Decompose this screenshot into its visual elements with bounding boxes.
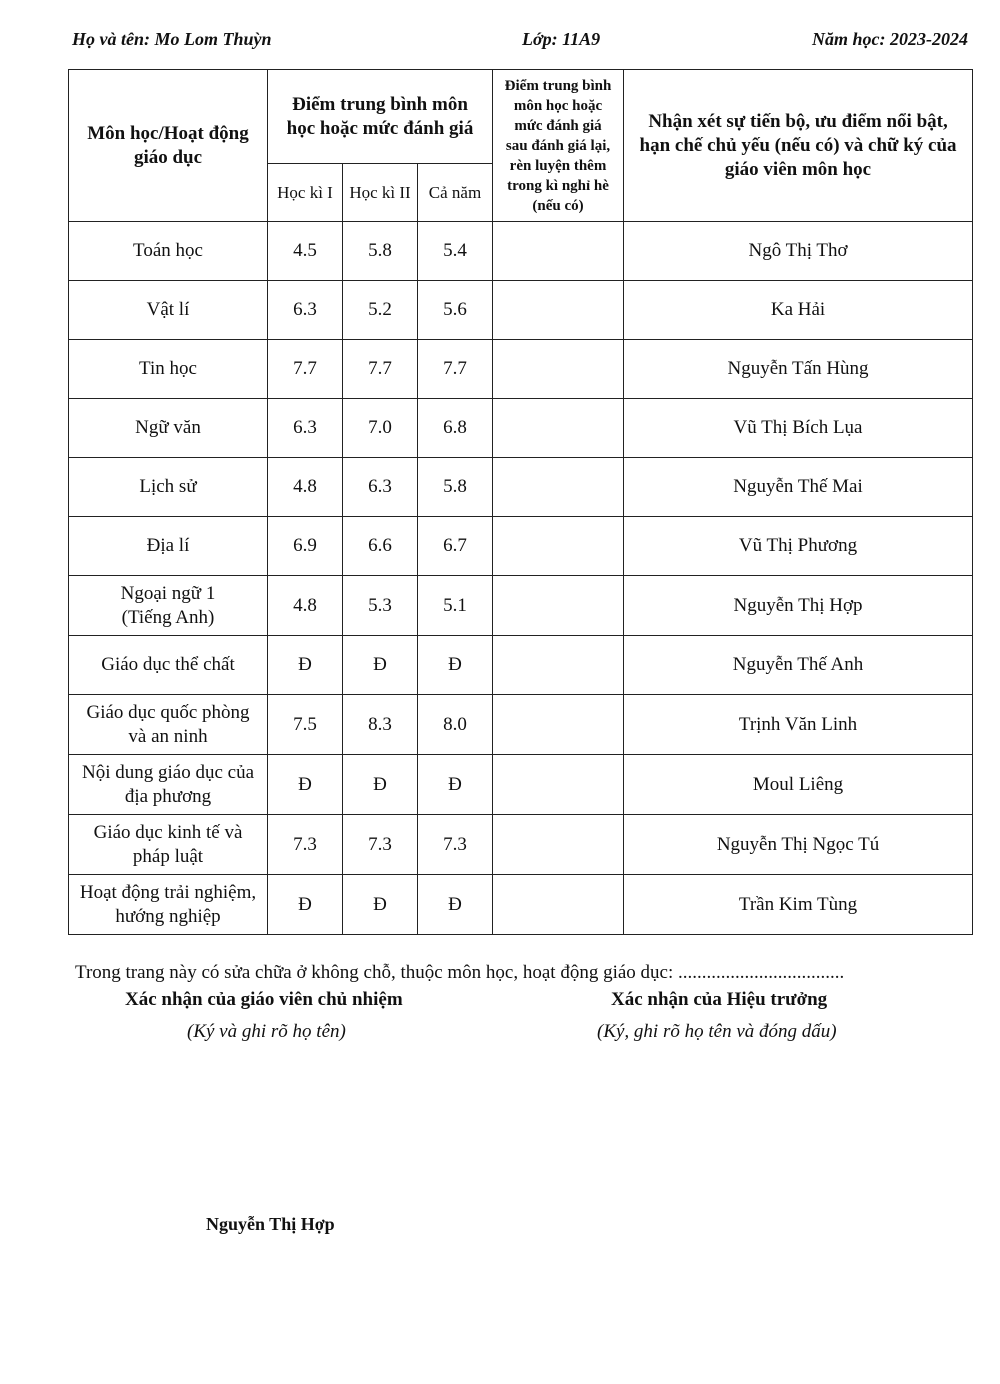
table-row (69, 517, 973, 576)
year-score: 6.8 (418, 399, 493, 458)
subject-cell (69, 695, 268, 755)
subject-cell (69, 755, 268, 815)
subject-cell (69, 636, 268, 695)
term2-score: 7.3 (343, 815, 418, 875)
retest-cell (493, 875, 624, 935)
table-row (69, 815, 973, 875)
year-score: Đ (418, 755, 493, 815)
term2-score: 5.2 (343, 281, 418, 340)
retest-cell (493, 399, 624, 458)
header-comment-line: giáo viên môn học (724, 158, 872, 180)
subject-cell (69, 340, 268, 399)
retest-cell (493, 340, 624, 399)
table-row (69, 222, 973, 281)
teacher-name: Vũ Thị Phương (624, 517, 973, 576)
header-retest (493, 70, 624, 222)
header-retest-line: mức đánh giá (514, 117, 602, 134)
school-year: Năm học: 2023-2024 (812, 29, 968, 49)
header-retest-line: môn học hoặc (513, 97, 603, 114)
header-comment-line: Nhận xét sự tiến bộ, ưu điểm nổi bật, (648, 110, 948, 132)
student-name: Họ và tên: Mo Lom Thuỳn (72, 29, 272, 49)
term2-score: 5.3 (343, 576, 418, 636)
term2-score: Đ (343, 755, 418, 815)
header-retest-line: Điểm trung bình (504, 77, 612, 94)
table-row (69, 281, 973, 340)
subject-line: địa phương (124, 785, 212, 807)
teacher-name: Moul Liêng (624, 755, 973, 815)
term1-score: 7.5 (268, 695, 343, 755)
subject-line: Tin học (139, 358, 197, 379)
table-row (69, 340, 973, 399)
term1-score: 6.3 (268, 399, 343, 458)
header-average-line: học hoặc mức đánh giá (286, 117, 474, 139)
term1-score: 7.7 (268, 340, 343, 399)
grades-table (68, 69, 973, 935)
term1-score: Đ (268, 875, 343, 935)
retest-cell (493, 517, 624, 576)
table-row (69, 576, 973, 636)
header-comment (624, 70, 973, 222)
header-retest-line: rèn luyện thêm (509, 157, 607, 174)
subject-line: Địa lí (146, 535, 190, 556)
teacher-name: Trần Kim Tùng (624, 875, 973, 935)
retest-cell (493, 695, 624, 755)
term2-score: 6.3 (343, 458, 418, 517)
header-term2: Học kì II (343, 164, 418, 222)
retest-cell (493, 815, 624, 875)
term2-score: 8.3 (343, 695, 418, 755)
term1-score: 4.5 (268, 222, 343, 281)
term2-score: 5.8 (343, 222, 418, 281)
table-row (69, 695, 973, 755)
subject-line: Ngoại ngữ 1 (120, 582, 216, 604)
term2-score: 6.6 (343, 517, 418, 576)
term1-score: Đ (268, 755, 343, 815)
year-score: 5.1 (418, 576, 493, 636)
header-retest-line: (nếu có) (532, 197, 584, 214)
term1-score: 6.9 (268, 517, 343, 576)
table-row (69, 458, 973, 517)
subject-line: hướng nghiệp (115, 905, 221, 927)
term2-score: Đ (343, 875, 418, 935)
subject-cell (69, 576, 268, 636)
teacher-name: Nguyễn Thế Mai (624, 458, 973, 517)
header-retest-line: trong kì nghỉ hè (507, 177, 609, 194)
teacher-name: Nguyễn Tấn Hùng (624, 340, 973, 399)
subject-line: Lịch sử (139, 476, 197, 497)
year-score: 5.4 (418, 222, 493, 281)
principal-sign-hint: (Ký, ghi rõ họ tên và đóng dấu) (597, 1021, 837, 1042)
subject-cell (69, 281, 268, 340)
teacher-name: Nguyễn Thế Anh (624, 636, 973, 695)
header-retest-line: sau đánh giá lại, (505, 137, 611, 154)
subject-line: Hoạt động trải nghiệm, (79, 881, 257, 903)
teacher-name: Vũ Thị Bích Lụa (624, 399, 973, 458)
year-score: Đ (418, 636, 493, 695)
retest-cell (493, 281, 624, 340)
term1-score: 4.8 (268, 458, 343, 517)
principal-confirm-title: Xác nhận của Hiệu trưởng (611, 989, 828, 1010)
header-year: Cả năm (418, 164, 493, 222)
subject-line: Toán học (133, 240, 203, 261)
table-row (69, 399, 973, 458)
header-term1: Học kì I (268, 164, 343, 222)
year-score: 6.7 (418, 517, 493, 576)
year-score: Đ (418, 875, 493, 935)
term2-score: Đ (343, 636, 418, 695)
term2-score: 7.0 (343, 399, 418, 458)
teacher-name: Ka Hải (624, 281, 973, 340)
retest-cell (493, 755, 624, 815)
header-subject-line: Môn học/Hoạt động (87, 122, 249, 144)
term1-score: 6.3 (268, 281, 343, 340)
retest-cell (493, 576, 624, 636)
header-comment-line: hạn chế chủ yếu (nếu có) và chữ ký của (639, 134, 957, 156)
subject-cell (69, 875, 268, 935)
table-row (69, 875, 973, 935)
subject-line: pháp luật (132, 845, 204, 867)
correction-note: Trong trang này có sửa chữa ở không chỗ, thuộc môn học, hoạt động giáo dục: ................................... (75, 962, 845, 983)
term1-score: Đ (268, 636, 343, 695)
header-average (268, 70, 493, 164)
subject-cell (69, 399, 268, 458)
teacher-name: Ngô Thị Thơ (624, 222, 973, 281)
year-score: 5.8 (418, 458, 493, 517)
retest-cell (493, 636, 624, 695)
retest-cell (493, 222, 624, 281)
table-row (69, 636, 973, 695)
term1-score: 4.8 (268, 576, 343, 636)
subject-cell (69, 458, 268, 517)
subject-line: Nội dung giáo dục của (81, 761, 254, 783)
homeroom-sign-hint: (Ký và ghi rõ họ tên) (187, 1021, 346, 1042)
subject-line: Ngữ văn (135, 417, 201, 438)
subject-line: Vật lí (146, 299, 190, 320)
header-subject (69, 70, 268, 222)
year-score: 7.7 (418, 340, 493, 399)
subject-line: Giáo dục kinh tế và (93, 821, 243, 843)
term2-score: 7.7 (343, 340, 418, 399)
subject-line: và an ninh (128, 725, 208, 747)
subject-line: Giáo dục quốc phòng (86, 701, 250, 723)
header-average-line: Điểm trung bình môn (292, 93, 468, 115)
subject-line: (Tiếng Anh) (121, 606, 215, 628)
subject-cell (69, 815, 268, 875)
table-row (69, 755, 973, 815)
subject-cell (69, 517, 268, 576)
class-label: Lớp: 11A9 (522, 29, 601, 49)
year-score: 7.3 (418, 815, 493, 875)
subject-cell (69, 222, 268, 281)
homeroom-teacher-name: Nguyễn Thị Hợp (206, 1214, 335, 1234)
teacher-name: Nguyễn Thị Hợp (624, 576, 973, 636)
year-score: 5.6 (418, 281, 493, 340)
header-subject-line: giáo dục (133, 146, 203, 168)
teacher-name: Trịnh Văn Linh (624, 695, 973, 755)
term1-score: 7.3 (268, 815, 343, 875)
teacher-name: Nguyễn Thị Ngọc Tú (624, 815, 973, 875)
homeroom-confirm-title: Xác nhận của giáo viên chủ nhiệm (125, 989, 403, 1010)
subject-line: Giáo dục thể chất (101, 654, 235, 675)
year-score: 8.0 (418, 695, 493, 755)
retest-cell (493, 458, 624, 517)
